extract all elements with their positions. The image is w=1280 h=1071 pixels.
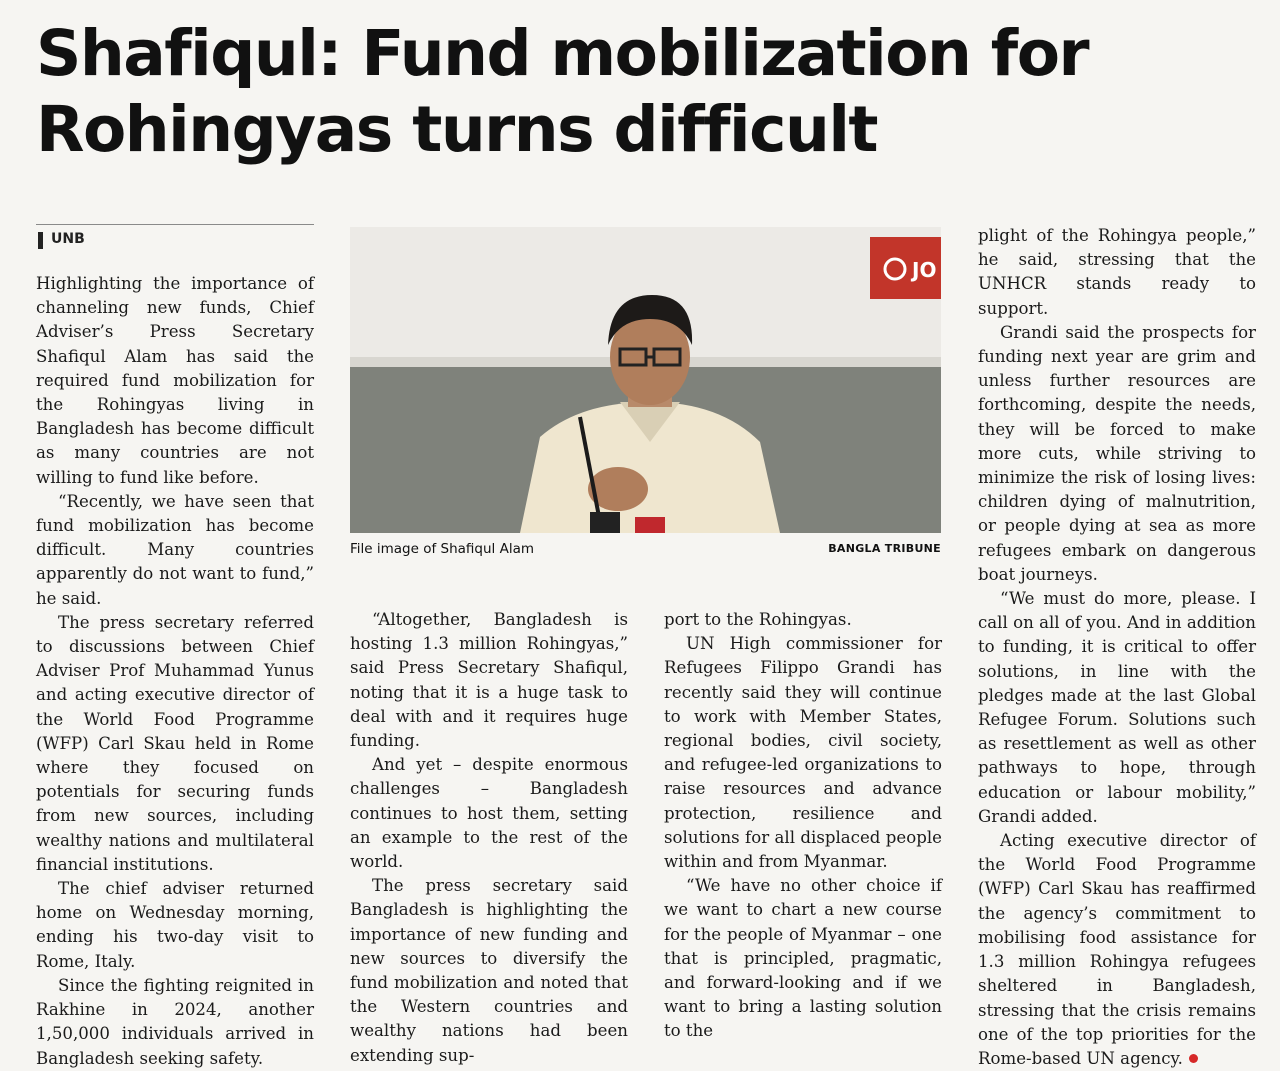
paragraph: The press secretary said Bangladesh is highlighting the importance of new funding and new sources to diversify the fund mobilization and noted that the Western countries and wealthy nations had been extending sup- [350,876,628,1065]
paragraph: Since the fighting reignited in Rakhine in 2024, another 1,50,000 individuals arrived in Bangladesh seeking safety. [36,975,314,1068]
byline-bar [38,232,43,249]
headline: Shafiqul: Fund mobilization for Rohingyas turns difficult [36,17,1089,166]
paragraph: The press secretary referred to discussions between Chief Adviser Prof Muhammad Yunus and acting executive director of the World Food Programme (WFP) Carl Skau held in Rome where they focused on potentials for securing funds from new sources, including wealthy nations and multilateral financial institutions. [36,612,314,874]
column-1 [36,272,314,1071]
paragraph: The chief adviser returned home on Wednesday morning, ending his two-day visit to Rome, Italy. [36,879,314,971]
paragraph-text: Acting executive director of the World Food Programme (WFP) Carl Skau has reaffirmed the agency’s commitment to mobilising food assistance for 1.3 million Rohingya refugees sheltered in Bangladesh, stressing that the crisis remains one of the top priorities for the Rome-based UN agency. [978,831,1256,1068]
end-mark-icon [1189,1054,1198,1063]
photo-caption [350,541,941,557]
byline [36,224,314,253]
news-photo [350,227,941,533]
paragraph: plight of the Rohingya people,” he said, stressing that the UNHCR stands ready to support. [978,226,1256,318]
paragraph [978,829,1256,1071]
paragraph: Highlighting the importance of channeling new funds, Chief Adviser’s Press Secretary Shafiqul Alam has said the required fund mobilization for the Rohingyas living in Bangladesh has become difficult as many countries are not willing to fund like before. [36,274,314,487]
column-4 [978,224,1256,1071]
caption-text: File image of Shafiqul Alam [350,541,535,557]
column-2 [350,608,628,1068]
paragraph: port to the Rohingyas. [664,610,852,629]
paragraph: “Recently, we have seen that fund mobilization has become difficult. Many countries apparently do not want to fund,” he said. [36,491,314,608]
banner-text: JO [912,258,937,282]
source-label: UNB [51,231,85,247]
column-3 [664,608,942,1044]
paragraph: “We must do more, please. I call on all of you. And in addition to funding, it is critical to offer solutions, in line with the pledges made at the last Global Refugee Forum. Solutions such as resettlement as well as other pathways to hope, through education or labour mobility,” Grandi added. [978,589,1256,826]
paragraph: “We have no other choice if we want to chart a new course for the people of Myanmar – one that is principled, pragmatic, and forward-looking and if we want to bring a lasting solution to the [664,876,942,1041]
paragraph: And yet – despite enormous challenges – Bangladesh continues to host them, setting an example to the rest of the world. [350,755,628,872]
photo-credit: BANGLA TRIBUNE [828,542,941,555]
paragraph: “Altogether, Bangladesh is hosting 1.3 million Rohingyas,” said Press Secretary Shafiqul, noting that it is a huge task to deal with and it requires huge funding. [350,610,628,751]
paragraph: Grandi said the prospects for funding next year are grim and unless further resources are forthcoming, despite the needs, they will be forced to make more cuts, while striving to minimize the risk of losing lives: children dying of malnutrition, or people dying at sea as more refugees embark on dangerous boat journeys. [978,322,1256,584]
photo-illustration [350,227,941,533]
paragraph: UN High commissioner for Refugees Filippo Grandi has recently said they will continue to work with Member States, regional bodies, civil society, and refugee-led organizations to raise resources and advance protection, resilience and solutions for all displaced people within and from Myanmar. [664,634,942,872]
